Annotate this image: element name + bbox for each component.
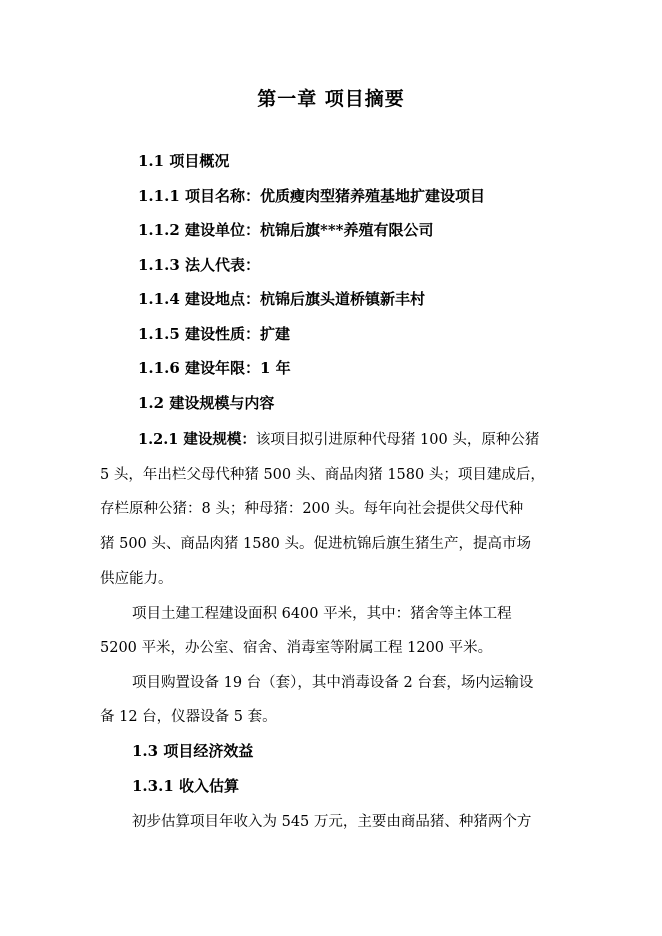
income-paragraph-line: 初步估算项目年收入为 545 万元，主要由商品猪、种猪两个方: [132, 814, 532, 830]
construction-unit-item: [138, 219, 434, 240]
nature-value: 扩建: [259, 325, 290, 343]
legal-rep-label: 1.1.3 法人代表：: [138, 256, 260, 274]
location-value: 杭锦后旗头道桥镇新丰村: [259, 290, 425, 308]
section-1-3-heading: 1.3 项目经济效益: [132, 742, 254, 760]
project-name-value: 优质瘦肉型猪养殖基地扩建设项目: [259, 187, 485, 205]
section-1-2-heading: 1.2 建设规模与内容: [138, 394, 275, 412]
section-1-3-1-heading: 1.3.1 收入估算: [132, 777, 239, 795]
project-name-item: [138, 185, 485, 206]
scale-paragraph-line: 存栏原种公猪：8 头；种母猪：200 头。每年向社会提供父母代种: [100, 501, 524, 517]
construction-unit-value: 杭锦后旗***养殖有限公司: [259, 221, 434, 239]
equipment-paragraph-line: 项目购置设备 19 台（套），其中消毒设备 2 台套，场内运输设: [132, 675, 534, 691]
scale-label: 1.2.1 建设规模：: [138, 431, 256, 448]
location-label: 1.1.4 建设地点：: [138, 290, 260, 308]
duration-label: 1.1.6 建设年限：: [138, 359, 260, 377]
construction-unit-label: 1.1.2 建设单位：: [138, 221, 260, 239]
nature-label: 1.1.5 建设性质：: [138, 325, 260, 343]
scale-paragraph-line-1: [138, 428, 539, 449]
chapter-title: 第一章 项目摘要: [257, 88, 405, 110]
nature-item: [138, 323, 290, 344]
duration-value: 1 年: [259, 359, 291, 377]
equipment-paragraph-line: 备 12 台，仪器设备 5 套。: [100, 709, 277, 725]
scale-paragraph-line: 5 头，年出栏父母代种猪 500 头、商品肉猪 1580 头；项目建成后，: [100, 467, 545, 483]
scale-paragraph-line: 供应能力。: [100, 571, 173, 587]
location-item: [138, 288, 425, 309]
scale-paragraph-line: 猪 500 头、商品肉猪 1580 头。促进杭锦后旗生猪生产，提高市场: [100, 536, 532, 552]
civil-paragraph-line: 项目土建工程建设面积 6400 平米，其中：猪舍等主体工程: [132, 606, 512, 622]
civil-paragraph-line: 5200 平米，办公室、宿舍、消毒室等附属工程 1200 平米。: [100, 640, 493, 656]
scale-text-line: 该项目拟引进原种代母猪 100 头，原种公猪: [255, 432, 540, 448]
project-name-label: 1.1.1 项目名称：: [138, 187, 260, 205]
duration-item: [138, 357, 291, 378]
section-1-1-heading: 1.1 项目概况: [138, 152, 230, 170]
legal-rep-item: [138, 254, 260, 275]
